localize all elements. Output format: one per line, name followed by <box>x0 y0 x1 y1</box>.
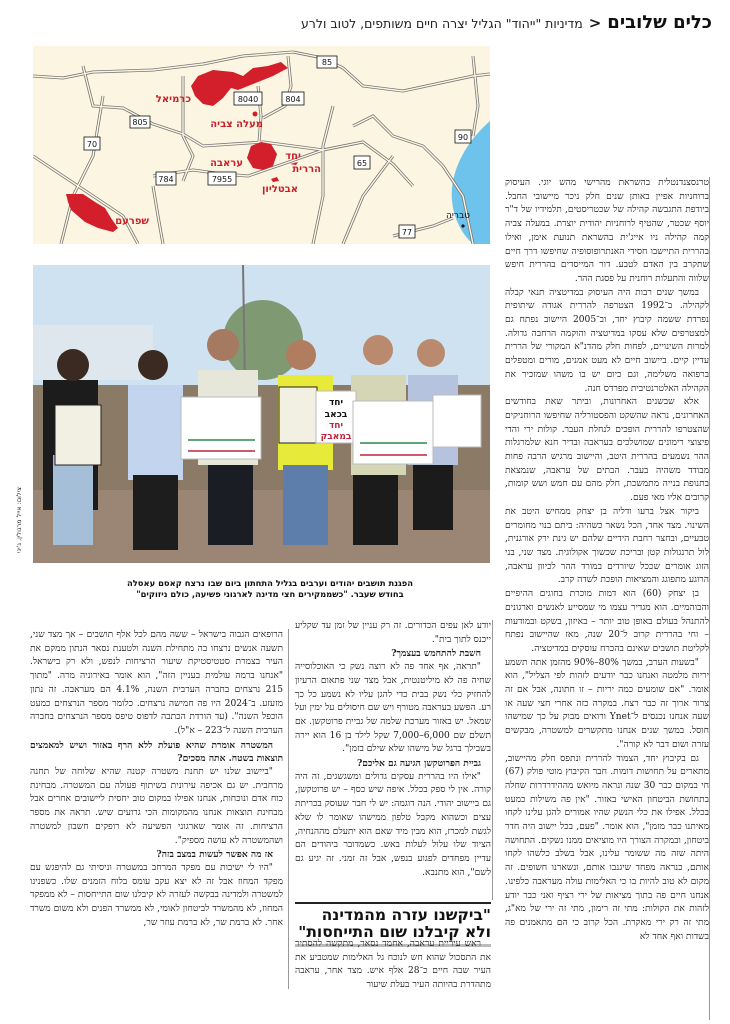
sign-word-4: במאבק <box>320 432 352 442</box>
photo-credit-text: צילום: אייל מרגולין, ג'יני <box>15 487 23 553</box>
label-harrarit: הררית <box>292 164 321 175</box>
article-column-middle <box>295 620 491 900</box>
label-tiberias: טבריה <box>445 211 470 221</box>
road-77: 77 <box>401 228 413 237</box>
paragraph: טרנסצנדנטלית בהשראת מהרישי מהש יוגי. העיסוק ברוחניות אפיין באותן שנים חלק ניכר מיישובי החבל. ביודפת התגבשה קהילה של שכטריסטים, תלמידיו של ד"ר יוסף שכטר, שהטיף לרוחניות יהודית יוצרת. במעלה צביה קמה קהילה ניו אייג'ית בהשראת תנועת אימן, ואילו בהררית התיישבו חסידי האנתרופוסופיה שחיפשו דרך חיים שתקרב בין האדם לטבע. דור המייסדים בהררית חיפש שלווה והתעלות רוחנית על פסגת ההר. <box>505 178 709 284</box>
arabic-hebrew-sign-3 <box>433 395 481 447</box>
interview-question: אז מה אפשר לעשות במצב בזה? <box>156 849 273 861</box>
paragraph: "ביישוב שלנו יש תחנת משטרה קטנה שהיא שלוחה של תחנה מרחבית. יש גם אכיפה עירונית בשיתוף פעולה עם המשטרה. מבחינת כוח אדם ונוכחות, אנחנו אפילו במקום טוב יחסית ליישובים אחרים אבל מבחינת תוצאות אנחנו מהמקומות הכי גרועים שיש. תראה את מספר הרציחות. זה אומר שארגוני הפשיעה לא רופקים חשבון למשטרה ושהמשטרה לא עושה מספיק". <box>30 767 283 846</box>
paragraph: "אילו היו בהררית עסקים גדולים ומשגשגים, זה היה קורה. אין לי ספק בכלל. איפה שיש כסף – יש פרוטקשן, גם ביישוב יהודי. הנה דוגמה: יש לי חבר שעוסק בכריתת עצים וכשהוא מקבל טלפון ממישהו שאומר לו שלא לגשת למכרז, הוא מבין מיד שאם הוא יתעלם מההנחיה, הציוד שלו עלול לעלות באש. כשמדובר ביהודים הם עדיין מפחדים לפגוע בנפש, אבל זה זמני. זה יגיע גם לשם", הוא מתנבא. <box>295 771 491 878</box>
paragraph: "בשעות הערב, במשך 80%–90% מהזמן אתה תשמע יריות מלמטה ואנחנו כבר יודעים לזהות לפי הצליל", הוא אומר. "אם שומעים כמה יריות – זו חתונה, אבל אם זה צרור ארוך זה כבר רצח. במקרה כזה אחרי חצי שעה או שעה אנחנו נכנסים ל־Ynet ורואים מבוק על כך שמישהו חוסל. במשך שנים אנחנו מתקשרים למשטרה, מבקשים עזרה ושום דבר לא קורה". <box>505 657 709 750</box>
town-shefaram <box>66 194 118 232</box>
paragraph: ראש עיריית עראבה, אחמד נסאר, מתקשה להסתיר את התסכול שהוא חש לנוכח גל האלימות שמטביע את העיר שבה חיים כ־28 אלף איש. מצד אחר, עראבה מתהדרת בהיותה העיר בעלת שיעור <box>295 939 491 991</box>
paragraph: בן יצחק (60) הוא דמות מוכרת בחוגים ההיפיים והבוהמיים. הוא מגדיר עצמו מי שמסייע לאנשים וארגונים להתנהל בעולם באופן טוב יותר – באיזון, בשקט ובמודעות – וחי בהררית קרוב ל־20 שנה, מאז שהיישוב נפתח לקליטת תושבים שאינם בהכרח עוסקים במדיטציה. <box>505 589 709 654</box>
paragraph: "תראה, אף אחד פה לא רוצה נשק כי האוכלוסייה שחיה פה לא מיליטנטית, אבל מצד שני פתאום הרעיון להחזיק כלי נשק בבית כדי להגן עליו לא נשמע כל כך רע. הפשע בעראבה מטורף ויש שם חיסולים על ימין ועל שמאל. יש באזור מערכת שלמה של גביית פרוטקשן. אם תשלם שם 6,000–7,000 שקל לילד בן 16 הוא יירה בשבילך ברגל של מישהו שלא שילם בזמן". <box>295 662 491 755</box>
paragraph: במשך שנים רבות היה העיסוק במדיטציה תנאי קבלה לקהילה. ב־1992 הצטרפה להררית אגודה שיתופית נפרדת ששמה קיבוץ יחד, וב־2005 היישוב נפתח גם למצטרפים שלא עסקו במדיטציה והוקמה הרחבה גדולה. למרות השינויים, לפחות חלק מהדנ"א המקורי של הררית עדיין קיים. ביישוב חיים לא מעט אמנים, מורים ומטפלים ברפואה משלימה, וגם כיום יש בו משהו שמזכיר את הקהילה האלטרנטיבית מפרדס חנה. <box>505 287 709 394</box>
page-header <box>32 12 712 40</box>
paragraph: "היו לי ישיבות עם מפקד המרחב במשטרה וניסיתי גם להיפגש עם מפקד המחוז אבל זה לא יצא עקב עומס בלוח הזמנים שלו. כשפנינו למשטרה ולמדינה בבקשה לעזרה לא קיבלנו שום התייחסות – לא ממפקד המחוז, לא מהמשרד לביטחון לאומי, לא ממשרד הפנים ולא משום משרד אחר. לא ברמת שר, לא ברמת עוזר שר, <box>30 862 283 928</box>
road-85: 85 <box>321 58 333 67</box>
arabic-hebrew-sign-1 <box>181 397 261 459</box>
road-804: 804 <box>285 95 301 104</box>
column-divider <box>492 620 493 900</box>
road-90: 90 <box>457 133 469 142</box>
article-column-middle-continued <box>295 938 491 1020</box>
article-column-right <box>505 177 710 1020</box>
road-805: 805 <box>132 118 148 127</box>
interview-question: המשטרה אומרת שהיא פועלת ללא הרף באזור ושיש למאמצים תוצאות בשטח. אתה מסכים? <box>30 739 283 765</box>
portrait-sign-center <box>279 387 317 443</box>
caption-line-1: הפגנת תושבים יהודים וערבים בגליל התחתון ביום שבו נרצח קאסם עאסלה <box>126 578 414 588</box>
photo-caption <box>100 578 440 600</box>
label-karmiel: כרמיאל <box>155 94 191 105</box>
sign-word-1: יחד <box>328 398 344 408</box>
chevron-icon: < <box>588 14 602 32</box>
subheadline-line-1: "ביקשנו עזרה מהמדינה <box>321 906 491 924</box>
caption-line-2: בחודש שעבר. "כשממקירים חצי מדינה לארגוני פשיעה, כולם ניזוקים" <box>136 589 404 599</box>
subheadline-line-2: ולא קיבלנו שום התייחסות" <box>298 923 491 941</box>
sign-word-3: יחד <box>328 421 344 431</box>
column-divider <box>288 629 289 989</box>
article-column-left <box>30 629 283 1020</box>
photo-credit <box>12 470 26 570</box>
paragraph: ביקור אצל ברעו ודליה בן יצחק ממחיש היטב את השינוי. מצד אחד, הכל נשאר כשהיה: ביתם בנוי מחומרים טבעיים, ובחצר רחבת הידיים שלהם יש גינת ירק אורגנית, לול תרנגולות קטן ובריכת שכשוך אקולוגית. מצד שני, בני הזוג אומרים שככל שיורדים במורד ההר לכיוון עראבה, הרוגע מתפוגג והמציאות הופכת לשדה קרב. <box>505 506 709 586</box>
road-markers <box>84 56 471 238</box>
road-70: 70 <box>86 140 98 149</box>
header-subtitle: מדיניות "ייהוד" הגליל יצרה חיים משותפים, לטוב ולרע <box>300 16 583 31</box>
town-avtalyon <box>271 177 279 182</box>
label-arraba: עראבה <box>210 158 243 169</box>
label-avtalyon: אבטליון <box>261 184 298 195</box>
town-arraba <box>247 142 277 170</box>
paragraph: הרופאים הגבוה בישראל – ששה מהם לכל אלף תושבים – אך מצד שני, תשעה אנשים נרצחו בה מתחילת השנה ולטענת נסאר הנתון ממקם את העיר בצמרת סטטיסטיקת שיעור הרציחות לנפש, ולא רק בישראל. "אנחנו ברמה עולמית בעניין הזה", הוא אומר באירוניה מרה. "מתוך 215 נרצחים בחברה הערבית השנה, 4.1% הם מעראבה. זה נתון מזעזע. ב־2024 היו פה חמישה נרצחים. כלומר מספר הנרצחים כמעט הוכפל השנה". (עד הורדת הכתבה לדפוס טיפס מספר הנרצחים בחברה הערבית השנה ל־223 – א"ל). <box>30 630 283 736</box>
section-title: כלים שלובים <box>607 12 712 33</box>
interview-question: חשבת להתחמש בעצמך? <box>391 648 481 660</box>
road-784: 784 <box>158 175 174 184</box>
protest-photo <box>33 265 490 563</box>
label-yahad: יחד <box>285 151 301 162</box>
portrait-sign-left <box>55 405 101 465</box>
paragraph: יודע לאן עפים הכדורים. זה רק עניין של זמן עד שקליע ייכנס לתוך בית". <box>295 621 491 645</box>
label-maale-tzviya: מעלה צביה <box>210 119 263 130</box>
paragraph: אלא שבשנים האחרונות, וביתר שאת בחודשים האחרונים, נראה שהשקט והפסטורליה שחיפשו הרוחניקים שהצטרפו להררית הופכים לנחלת העבר. קולות ירי והדי פיצוצי רימונים שמושלכים בעראבה ובדיר חנא שלמרגלות ההר נשמעים בהררית היטב, והיישוב מרגיש הרבה פחות מבודד משהיה בעבר. הבתים של עראבה, שנמצאת בתנופת בנייה מתמשכת, חלק מהם עם חמש ושש קומות, קרובים אליו מאי פעם. <box>505 397 709 504</box>
road-7955: 7955 <box>211 175 233 184</box>
sign-word-2: בכאב <box>324 410 348 420</box>
road-65: 65 <box>356 159 368 168</box>
road-8040: 8040 <box>237 95 259 104</box>
label-shefaram: שפרעם <box>115 216 149 227</box>
paragraph: גם בקיבוץ יחד, הצמוד להררית ונתפס חלק מהיישוב, מתארים על תחושות דומות. חבר הקיבוץ מוטי פולק (67) חי במקום כבר 30 שנה ונראה מיואש מההידרדרות שחלה בתחושת הביטחון האישי באזור. "אין פה משילות כמעט בכלל. אפילו את כלי הנשק שהיו אמורים להגן עלינו לקחו מאיתנו כבר מזמן", הוא אומר. "פעם, בכל יישוב היה חדר ביטחון, ובמקרה הצורך היו מוציאים ממנו נשקים. התחושה היתה שזה מה ששומר עלינו, אבל בשלב כלשהו לקחו אותם, כנראה מפחד שיגנבו אותם, ונשארנו חשופים. זה מקום לא טוב להיות בו כי האלימות עולה מעראבה כלפינו. אנחנו חיים פה בתוך מציאות של ירי רציף ואני כבר יודע לזהות את הקולות: מתי זה רימון, מתי זה ירי של מא"ג, מתי זה רק ירי מאקרת. הכל קרוב כי הם מתאמנים פה בשדות ואף אחד לא <box>505 753 709 942</box>
galilee-map <box>33 46 490 244</box>
interview-question: גביית הפרוטקשן הגיעה גם אליכם? <box>356 758 481 770</box>
town-maale-tzviya <box>253 112 258 117</box>
city-tiberias-dot <box>461 224 464 227</box>
